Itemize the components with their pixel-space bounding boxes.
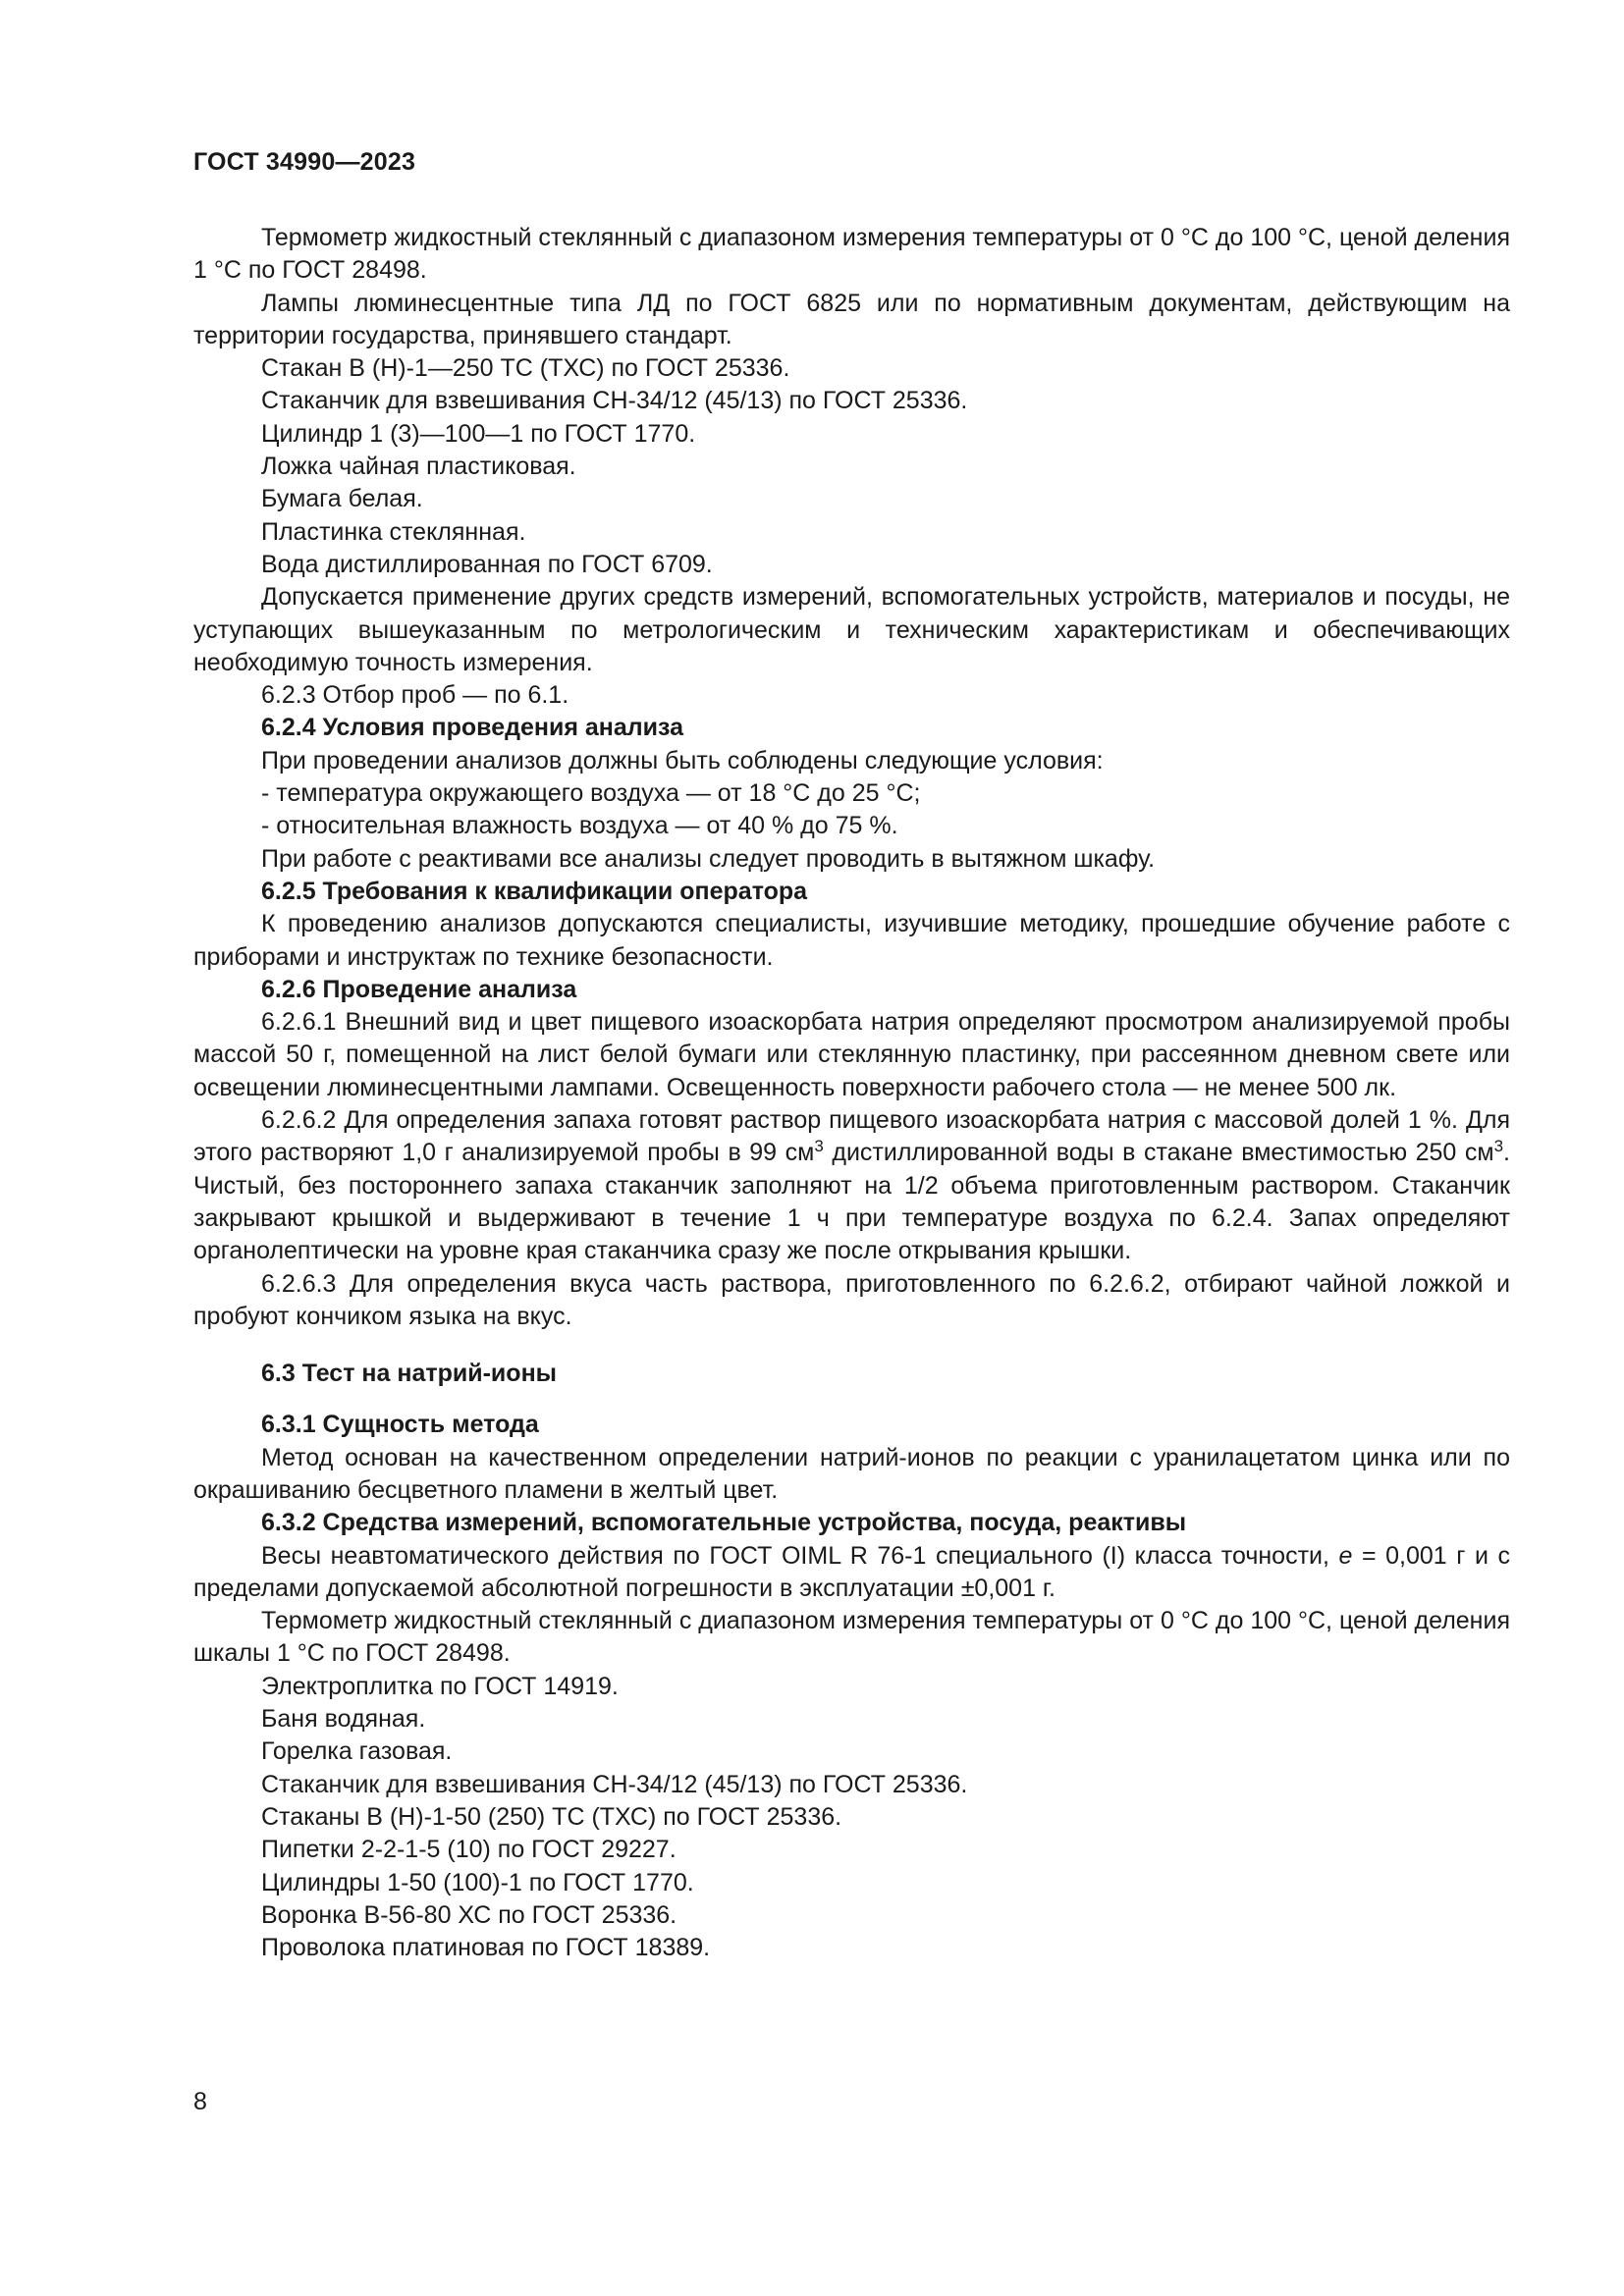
list-item: Горелка газовая. [261,1737,453,1766]
paragraph-lamps: Лампы люминесцентные типа ЛД по ГОСТ 6825 или по нормативным документам, действующим на территории государства, принявшего стандарт. [193,289,1510,349]
odor-text-part-1: 6.2.6.2 Для определения запаха готовят раствор пищевого изоаскорбата натрия с массовой долей 1 %. Для этого растворяют 1,0 г анализируемой пробы в 99 см [193,1106,1510,1167]
list-item-temperature: - температура окружающего воздуха — от 18 °С до 25 °С; [261,779,921,808]
list-item: Стаканы В (Н)-1-50 (250) ТС (ТХС) по ГОСТ 25336. [261,1802,842,1831]
list-item: Баня водяная. [261,1705,426,1734]
list-item: Электроплитка по ГОСТ 14919. [261,1672,619,1700]
paragraph-conditions-intro: При проведении анализов должны быть соблюдены следующие условия: [261,746,1104,774]
paragraph-cylinder: Цилиндр 1 (3)—100—1 по ГОСТ 1770. [261,419,696,448]
odor-text-part-3: . Чистый, без постороннего запаха стаканчик заполняют на 1/2 объема приготовленным раствором. Стаканчик закрывают крышкой и выдерживают в течение 1 ч при температуре воздуха по 6.2.4. Запах определяют органолептически на уровне края стаканчика сразу же после открывания крышки. [193,1139,1510,1265]
list-item-humidity: - относительная влажность воздуха — от 40 % до 75 %. [261,812,898,840]
superscript-3: 3 [1493,1137,1504,1156]
paragraph-spoon: Ложка чайная пластиковая. [261,453,576,481]
paragraph-water: Вода дистиллированная по ГОСТ 6709. [261,550,713,578]
scales-text-part-2: = 0,001 г и с пределами допускаемой абсолютной погрешности в эксплуатации ±0,001 г. [193,1541,1510,1602]
paragraph-fume-hood: При работе с реактивами все анализы следует проводить в вытяжном шкафу. [261,844,1156,873]
odor-text-part-2: дистиллированной воды в стакане вместимостью 250 см [823,1139,1494,1167]
heading-section-6-3: 6.3 Тест на натрий-ионы [261,1360,558,1388]
list-item: Воронка В-56-80 ХС по ГОСТ 25336. [261,1900,677,1929]
paragraph-weighing-cup: Стаканчик для взвешивания СН-34/12 (45/13) по ГОСТ 25336. [261,387,968,415]
heading-essence: 6.3.1 Сущность метода [261,1411,539,1439]
heading-qualification: 6.2.5 Требования к квалификации оператора [261,877,808,905]
list-item: Цилиндры 1-50 (100)-1 по ГОСТ 1770. [261,1868,694,1896]
list-item: Пипетки 2-2-1-5 (10) по ГОСТ 29227. [261,1836,677,1864]
document-body [193,222,1510,1964]
scales-text-part-1: Весы неавтоматического действия по ГОСТ OIML R 76-1 специального (I) класса точности, [261,1541,1339,1570]
paragraph-thermometer: Термометр жидкостный стеклянный с диапазоном измерения температуры от 0 °С до 100 °С, ценой деления 1 °С по ГОСТ 28498. [193,224,1510,285]
document-header: ГОСТ 34990—2023 [193,148,416,176]
paragraph-beaker: Стакан В (Н)-1—250 ТС (ТХС) по ГОСТ 25336. [261,354,790,383]
paragraph-qualification: К проведению анализов допускаются специалисты, изучившие методику, прошедшие обучение работе с приборами и инструктаж по технике безопасности. [193,910,1510,971]
paragraph-appearance: 6.2.6.1 Внешний вид и цвет пищевого изоаскорбата натрия определяют просмотром анализируемой пробы массой 50 г, помещенной на лист белой бумаги или стеклянную пластинку, при рассеянном дневном свете или освещении люминесцентными лампами. Освещенность поверхности рабочего стола — не менее 500 лк. [193,1008,1510,1101]
heading-procedure: 6.2.6 Проведение анализа [261,975,577,1003]
paragraph-glass-plate: Пластинка стеклянная. [261,517,526,546]
paragraph-scales [193,1540,1510,1606]
paragraph-other-means: Допускается применение других средств измерений, вспомогательных устройств, материалов и посуды, не уступающих вышеуказанным по метрологическим и техническим характеристикам и обеспечивающих необходимую точность измерения. [193,583,1510,676]
list-item: Стаканчик для взвешивания СН-34/12 (45/13) по ГОСТ 25336. [261,1770,968,1798]
heading-conditions: 6.2.4 Условия проведения анализа [261,714,684,742]
superscript-3: 3 [814,1137,824,1156]
list-item: Проволока платиновая по ГОСТ 18389. [261,1934,711,1962]
paragraph-paper: Бумага белая. [261,485,423,513]
paragraph-odor [193,1104,1510,1267]
scales-e-symbol: е [1338,1541,1353,1570]
paragraph-taste: 6.2.6.3 Для определения вкуса часть раствора, приготовленного по 6.2.6.2, отбирают чайной ложкой и пробуют кончиком языка на вкус. [193,1269,1510,1330]
paragraph-essence: Метод основан на качественном определении натрий-ионов по реакции с уранилацетатом цинка или по окрашиванию бесцветного пламени в желтый цвет. [193,1443,1510,1504]
page-number: 8 [193,2088,207,2115]
heading-means: 6.3.2 Средства измерений, вспомогательные устройства, посуда, реактивы [261,1509,1187,1537]
paragraph-sampling: 6.2.3 Отбор проб — по 6.1. [261,681,569,710]
list-item: Термометр жидкостный стеклянный с диапазоном измерения температуры от 0 °С до 100 °С, ценой деления шкалы 1 °С по ГОСТ 28498. [193,1607,1510,1668]
